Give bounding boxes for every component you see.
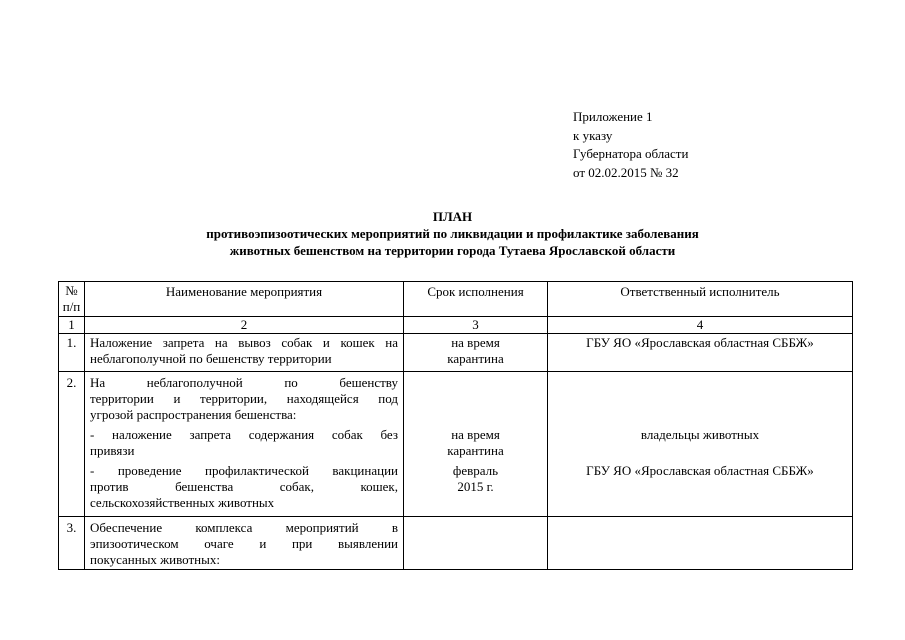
appendix-block: [573, 108, 688, 182]
appendix-line: от 02.02.2015 № 32: [573, 164, 679, 180]
row-term-line: на время: [451, 335, 500, 350]
row-subitem-line: сельскохозяйственных животных: [90, 495, 275, 510]
row-name-line: территории и территории, находящейся под: [90, 391, 398, 406]
row-name-line: неблагополучной по бешенству территории: [90, 351, 332, 366]
numbering-cell: 2: [85, 317, 404, 334]
header-number-label: п/п: [62, 299, 81, 314]
document-title: [0, 208, 905, 259]
row-subitem-line: - наложение запрета содержания собак без: [90, 427, 398, 442]
row-name-cell: [85, 334, 404, 372]
row-name-line: эпизоотическом очаге и при выявлении: [90, 536, 398, 551]
row-subitem-line: против бешенства собак, кошек,: [90, 479, 398, 494]
table-row: [59, 334, 853, 372]
row-name-cell: [85, 372, 404, 517]
header-cell-number: [59, 282, 85, 317]
row-term-cell: [404, 334, 548, 372]
row-name-line: Наложение запрета на вывоз собак и кошек на: [90, 335, 398, 350]
table-numbering-row: [59, 317, 853, 334]
row-number: 3.: [59, 517, 85, 570]
plan-table: [58, 281, 853, 570]
row-term-line: на время: [451, 427, 500, 442]
appendix-line: Губернатора области: [573, 146, 689, 161]
numbering-cell: 4: [548, 317, 853, 334]
row-responsible-cell: [548, 372, 853, 517]
title-line: животных бешенством на территории города Тутаева Ярославской области: [229, 243, 676, 258]
title-line: противоэпизоотических мероприятий по ликвидации и профилактике заболевания: [206, 226, 699, 241]
header-cell-responsible: Ответственный исполнитель: [548, 282, 853, 317]
row-term-line: карантина: [447, 443, 504, 458]
row-responsible-cell: [548, 517, 853, 570]
title-line: ПЛАН: [432, 209, 473, 224]
appendix-line: Приложение 1: [573, 109, 653, 124]
spacer: [409, 375, 542, 423]
header-cell-term: Срок исполнения: [404, 282, 548, 317]
row-name-line: Обеспечение комплекса мероприятий в: [90, 520, 398, 535]
table-row: [59, 372, 853, 517]
row-responsible-cell: ГБУ ЯО «Ярославская областная СББЖ»: [548, 334, 853, 372]
row-subitem-line: привязи: [90, 443, 135, 458]
table-row: [59, 517, 853, 570]
row-term-line: февраль: [452, 463, 499, 478]
numbering-cell: 3: [404, 317, 548, 334]
spacer: [553, 443, 847, 459]
header-cell-name: Наименование мероприятия: [85, 282, 404, 317]
row-subitem-line: - проведение профилактической вакцинации: [90, 463, 398, 478]
spacer: [553, 375, 847, 423]
row-number: 2.: [59, 372, 85, 517]
row-term-cell: [404, 372, 548, 517]
row-term-cell: [404, 517, 548, 570]
row-name-cell: [85, 517, 404, 570]
row-term-line: карантина: [447, 351, 504, 366]
row-number: 1.: [59, 334, 85, 372]
header-number-label: №: [65, 283, 78, 298]
row-name-line: угрозой распространения бешенства:: [90, 407, 297, 422]
row-responsible-line: ГБУ ЯО «Ярославская областная СББЖ»: [586, 463, 814, 478]
appendix-line: к указу: [573, 127, 613, 143]
row-responsible-line: владельцы животных: [640, 427, 760, 442]
row-term-line: 2015 г.: [457, 479, 494, 494]
row-name-line: На неблагополучной по бешенству: [90, 375, 398, 390]
numbering-cell: 1: [59, 317, 85, 334]
table-header-row: [59, 282, 853, 317]
row-name-line: покусанных животных:: [90, 552, 220, 567]
